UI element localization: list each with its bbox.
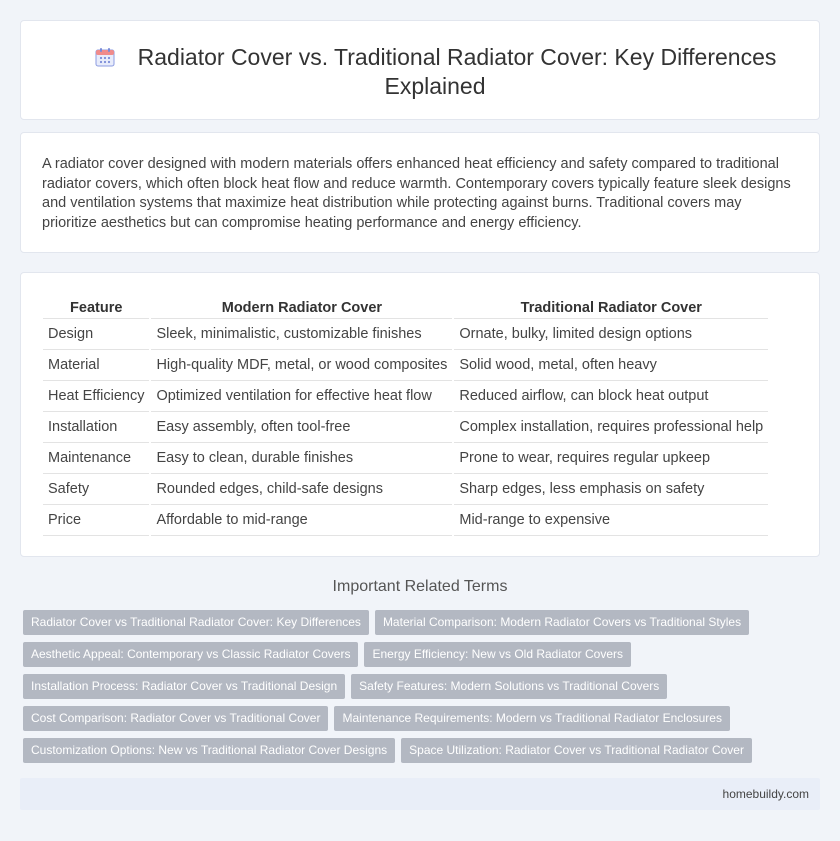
- related-tag[interactable]: Cost Comparison: Radiator Cover vs Traditional Cover: [23, 706, 328, 731]
- related-tag[interactable]: Space Utilization: Radiator Cover vs Traditional Radiator Cover: [401, 738, 752, 763]
- row-feature: Safety: [43, 473, 149, 504]
- related-terms-heading: Important Related Terms: [332, 578, 508, 595]
- table-row: [43, 380, 768, 411]
- row-traditional: Solid wood, metal, often heavy: [454, 349, 768, 380]
- row-traditional: Mid-range to expensive: [454, 504, 768, 535]
- row-feature: Price: [43, 504, 149, 535]
- tag-row: [23, 738, 823, 770]
- page-title-wrap: [81, 43, 789, 101]
- tag-row: [23, 706, 823, 738]
- footer-site-link[interactable]: homebuildy.com: [722, 787, 809, 801]
- page-title-text: Radiator Cover vs. Traditional Radiator Cover: Key Differences Explained: [137, 44, 777, 99]
- tag-row: [23, 674, 823, 706]
- table-row: [43, 504, 768, 535]
- table-row: [43, 442, 768, 473]
- table-header-row: [43, 295, 768, 318]
- footer-bar: [20, 778, 820, 810]
- row-modern: Rounded edges, child-safe designs: [151, 473, 452, 504]
- row-traditional: Sharp edges, less emphasis on safety: [454, 473, 768, 504]
- row-modern: Optimized ventilation for effective heat flow: [151, 380, 452, 411]
- row-modern: Easy to clean, durable finishes: [151, 442, 452, 473]
- row-modern: Sleek, minimalistic, customizable finishes: [151, 318, 452, 349]
- tag-row: [23, 610, 823, 642]
- table-row: [43, 318, 768, 349]
- row-traditional: Prone to wear, requires regular upkeep: [454, 442, 768, 473]
- page-title: [81, 43, 789, 101]
- row-feature: Design: [43, 318, 149, 349]
- related-tag[interactable]: Aesthetic Appeal: Contemporary vs Classic Radiator Covers: [23, 642, 358, 667]
- row-modern: Easy assembly, often tool-free: [151, 411, 452, 442]
- related-terms-list: [23, 610, 823, 770]
- header-card: [20, 20, 820, 120]
- related-tag[interactable]: Maintenance Requirements: Modern vs Traditional Radiator Enclosures: [334, 706, 730, 731]
- table-row: [43, 411, 768, 442]
- comparison-table-card: [20, 272, 820, 557]
- related-tag[interactable]: Radiator Cover vs Traditional Radiator Cover: Key Differences: [23, 610, 369, 635]
- calendar-icon: [94, 46, 116, 68]
- row-feature: Maintenance: [43, 442, 149, 473]
- comparison-table: [43, 295, 768, 536]
- related-tag[interactable]: Installation Process: Radiator Cover vs Traditional Design: [23, 674, 345, 699]
- header-modern: Modern Radiator Cover: [151, 295, 452, 318]
- intro-paragraph: A radiator cover designed with modern materials offers enhanced heat efficiency and safety compared to traditional radiator covers, which often block heat flow and reduce warmth. Contemporary covers typically feature sleek designs and ventilation systems that maximize heat distribution while protecting against burns. Traditional covers may prioritize aesthetics but can compromise heating performance and energy efficiency.: [42, 156, 791, 231]
- row-feature: Material: [43, 349, 149, 380]
- tag-row: [23, 642, 823, 674]
- intro-card: [20, 132, 820, 253]
- row-traditional: Ornate, bulky, limited design options: [454, 318, 768, 349]
- row-modern: High-quality MDF, metal, or wood composites: [151, 349, 452, 380]
- table-row: [43, 473, 768, 504]
- header-traditional: Traditional Radiator Cover: [454, 295, 768, 318]
- related-tag[interactable]: Customization Options: New vs Traditional Radiator Cover Designs: [23, 738, 395, 763]
- row-traditional: Complex installation, requires professional help: [454, 411, 768, 442]
- header-feature: Feature: [43, 295, 149, 318]
- row-feature: Heat Efficiency: [43, 380, 149, 411]
- related-tag[interactable]: Energy Efficiency: New vs Old Radiator Covers: [364, 642, 631, 667]
- row-traditional: Reduced airflow, can block heat output: [454, 380, 768, 411]
- table-row: [43, 349, 768, 380]
- row-feature: Installation: [43, 411, 149, 442]
- related-tag[interactable]: Material Comparison: Modern Radiator Covers vs Traditional Styles: [375, 610, 749, 635]
- related-tag[interactable]: Safety Features: Modern Solutions vs Traditional Covers: [351, 674, 667, 699]
- row-modern: Affordable to mid-range: [151, 504, 452, 535]
